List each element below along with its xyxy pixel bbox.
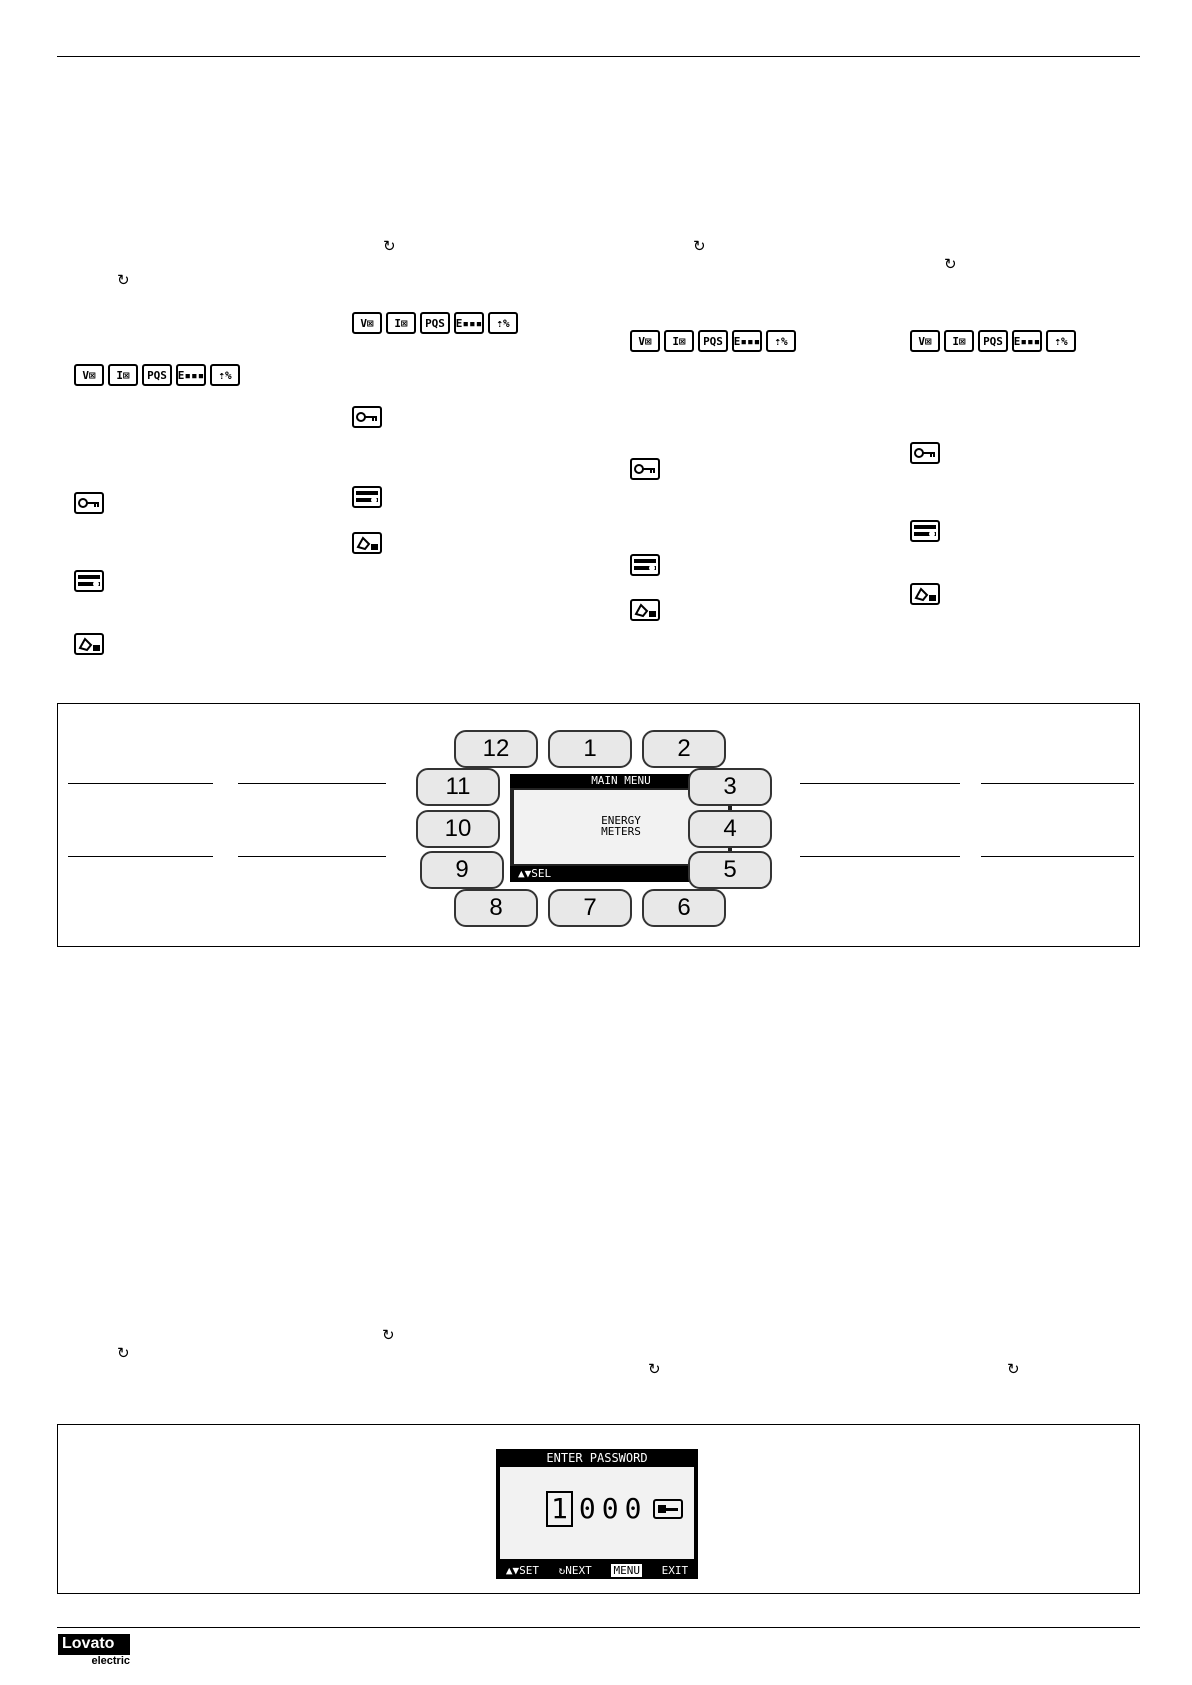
table-line <box>238 856 386 857</box>
energy-icon: E▪▪▪ <box>1012 330 1042 352</box>
callout-2: 2 <box>642 730 726 768</box>
key-icon <box>653 1499 683 1519</box>
exit-button[interactable]: EXIT <box>661 1563 689 1577</box>
rotate-icon: ↻ <box>648 1360 661 1378</box>
wrench-icon <box>74 570 104 592</box>
voltage-icon: V⊠ <box>910 330 940 352</box>
callout-4: 4 <box>688 810 772 848</box>
harmonics-icon: ⇡% <box>1046 330 1076 352</box>
password-digit-4[interactable]: 0 <box>624 1492 642 1525</box>
key-icon <box>352 406 382 428</box>
harmonics-icon: ⇡% <box>766 330 796 352</box>
commands-icon <box>74 633 104 655</box>
commands-icon <box>910 583 940 605</box>
key-icon <box>910 442 940 464</box>
rotate-icon: ↻ <box>382 1326 395 1344</box>
callout-3: 3 <box>688 768 772 806</box>
main-menu-title: MAIN MENU <box>510 774 732 788</box>
rotate-icon: ↻ <box>944 255 957 273</box>
password-title: ENTER PASSWORD <box>546 1451 648 1465</box>
key-icon <box>630 458 660 480</box>
energy-icon: E▪▪▪ <box>176 364 206 386</box>
commands-icon <box>630 599 660 621</box>
table-line <box>68 783 213 784</box>
current-icon: I⊠ <box>664 330 694 352</box>
power-icon: PQS <box>978 330 1008 352</box>
callout-9: 9 <box>420 851 504 889</box>
callout-11: 11 <box>416 768 500 806</box>
password-area <box>500 1467 694 1559</box>
rotate-icon: ↻ <box>117 271 130 289</box>
table-line <box>800 783 960 784</box>
current-icon: I⊠ <box>386 312 416 334</box>
power-icon: PQS <box>698 330 728 352</box>
menu-badge[interactable]: MENU <box>613 1563 640 1577</box>
voltage-icon: V⊠ <box>74 364 104 386</box>
key-icon <box>74 492 104 514</box>
table-line <box>800 856 960 857</box>
energy-icon: E▪▪▪ <box>454 312 484 334</box>
main-menu-figure <box>57 703 1140 947</box>
wrench-icon <box>910 520 940 542</box>
logo-top: Lovato <box>58 1634 130 1654</box>
measure-icon-row <box>910 330 1076 352</box>
header-rule <box>57 56 1140 57</box>
callout-10: 10 <box>416 810 500 848</box>
commands-icon <box>352 532 382 554</box>
main-menu-center-2: METERS <box>601 825 641 838</box>
measure-icon-row <box>74 364 240 386</box>
callout-12: 12 <box>454 730 538 768</box>
callout-6: 6 <box>642 889 726 927</box>
measure-icon-row <box>352 312 518 334</box>
harmonics-icon: ⇡% <box>210 364 240 386</box>
password-digit-2[interactable]: 0 <box>578 1492 596 1525</box>
set-button[interactable]: ▲▼SET <box>505 1563 539 1577</box>
measure-icon-row <box>630 330 796 352</box>
password-figure <box>57 1424 1140 1594</box>
main-menu-sel: ▲▼SEL <box>518 867 552 880</box>
rotate-icon: ↻ <box>693 237 706 255</box>
voltage-icon: V⊠ <box>352 312 382 334</box>
power-icon: PQS <box>420 312 450 334</box>
password-digits <box>546 1491 683 1527</box>
rotate-icon: ↻ <box>117 1344 130 1362</box>
table-line <box>68 856 213 857</box>
wrench-icon <box>352 486 382 508</box>
energy-icon: E▪▪▪ <box>732 330 762 352</box>
next-button[interactable]: ↻NEXT <box>558 1563 592 1577</box>
table-line <box>238 783 386 784</box>
harmonics-icon: ⇡% <box>488 312 518 334</box>
power-icon: PQS <box>142 364 172 386</box>
rotate-icon: ↻ <box>383 237 396 255</box>
logo-bottom: electric <box>58 1654 130 1667</box>
callout-8: 8 <box>454 889 538 927</box>
callout-1: 1 <box>548 730 632 768</box>
current-icon: I⊠ <box>108 364 138 386</box>
password-digit-1[interactable]: 1 <box>546 1491 573 1527</box>
password-digit-3[interactable]: 0 <box>601 1492 619 1525</box>
callout-5: 5 <box>688 851 772 889</box>
current-icon: I⊠ <box>944 330 974 352</box>
wrench-icon <box>630 554 660 576</box>
table-line <box>981 856 1134 857</box>
voltage-icon: V⊠ <box>630 330 660 352</box>
lovato-logo <box>58 1634 130 1667</box>
callout-7: 7 <box>548 889 632 927</box>
table-line <box>981 783 1134 784</box>
footer-rule <box>57 1627 1140 1628</box>
password-screen <box>496 1449 698 1579</box>
rotate-icon: ↻ <box>1007 1360 1020 1378</box>
main-menu-center-1: ENERGY <box>601 814 641 827</box>
password-footer <box>496 1561 698 1579</box>
